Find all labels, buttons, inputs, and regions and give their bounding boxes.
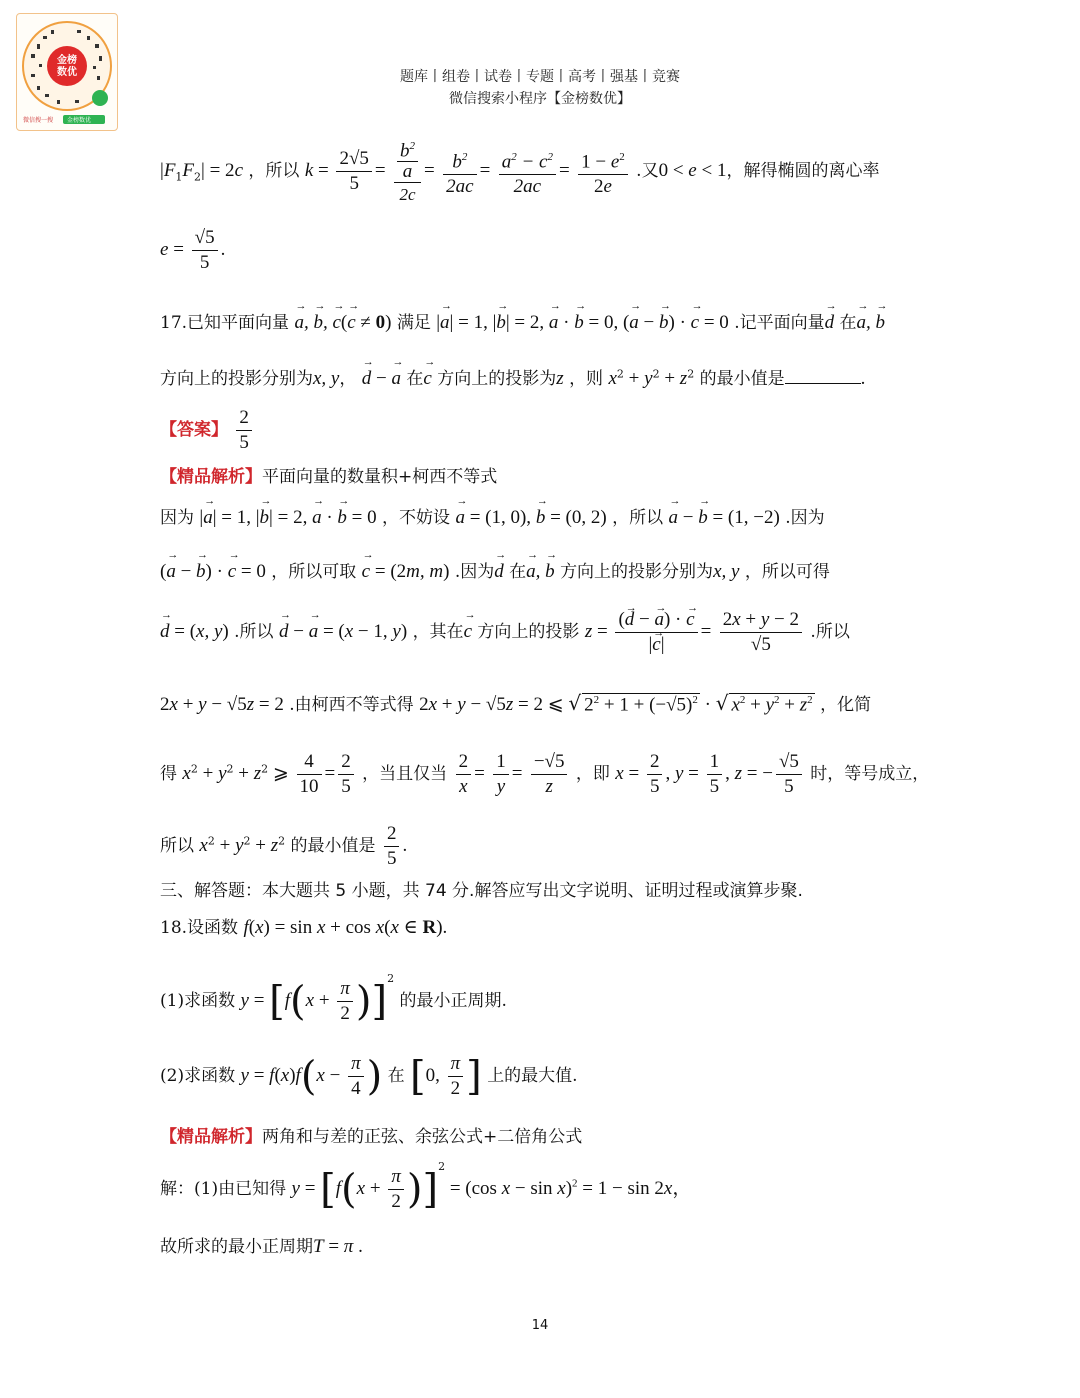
qr-footer-left: 微信搜一搜 — [23, 117, 54, 124]
question-17-line2: 方向上的投影分别为x, y， → d − → a 在→ c 方向上的投影为z ，则 $x^2 + y^2 + z^2$ 的最小值是 . — [160, 364, 865, 390]
question-17-line1: 17.已知平面向量 → a, → b, → c(→ c ≠ 0) 满足 |→ a| = 1, |→ b| = 2, → a · → b = 0, (→ a − → b) · → c = 0 .记平面向量→ d 在→ a, → b — [160, 308, 885, 334]
solution-line6: 所以 $x^2 + y^2 + z^2$ 的最小值是 $\frac{2}{5}$ . — [160, 823, 408, 869]
solution-line2: (→ a − → b) · → c = 0 ，所以可取 → c = (2m, m) .因为→ d 在→ a, → b 方向上的投影分别为x, y ，所以可得 — [160, 557, 830, 583]
qr-logo-line2: 数优 — [57, 67, 77, 78]
answer-label: 【答案】 — [160, 420, 228, 440]
analysis-topic: 平面向量的数量积+柯西不等式 — [262, 467, 498, 487]
solution-18-line2: 故所求的最小正周期T = π . — [160, 1236, 363, 1257]
section-3-heading: 三、解答题：本大题共 5 小题，共 74 分.解答应写出文字说明、证明过程或演算步聚. — [160, 881, 803, 901]
solution-line4: 2x + y − √5z = 2 .由柯西不等式得 2x + y − √5z = 2 ⩽ √ $2^2 + 1 + (-√5)^2$ · √ $x^2 + y^2 + z^2$ ，化简 — [160, 691, 872, 715]
answer-line: 【答案】 $\frac{2}{5}$ — [160, 406, 255, 455]
solution-line1: 因为 |→ a| = 1, |→ b| = 2, → a · → b = 0 ，不妨设 → a = (1, 0), → b = (0, 2) ，所以 → a − → b = (1, −2) .因为 — [160, 503, 825, 529]
solution-18-line1: 解：(1)由已知得 y = [f(x + $\frac{\pi}{2}$ )]$^2$ = (cos x − sin x)$^2$ = 1 − sin 2x， — [160, 1160, 692, 1213]
page-number: 14 — [531, 1318, 549, 1333]
ellipse-derivation-line: $|F_1F_2| = 2c$ ，所以 k = $\frac{2√5}{5}$ = $\frac{\frac{b^2}{a}}{2c}$ = $\frac{b^2}{2ac}$ = $\frac{a^2 - c^2}{2ac}$ = $\frac{1 - e^2}{2e}$ .又0 < e < 1，解得椭圆的离心率 — [160, 136, 879, 207]
question-18: 18.设函数 f(x) = sin x + cos x(x ∈ R). — [160, 917, 448, 938]
analysis2-topic: 两角和与差的正弦、余弦公式+二倍角公式 — [262, 1127, 583, 1147]
analysis-label: 【精品解析】 — [160, 467, 262, 487]
solution-line5: 得 $x^2 + y^2 + z^2$ ⩾ $\frac{4}{10}$ = $\frac{2}{5}$ ，当且仅当 $\frac{2}{x}$ = $\frac{1}{y}$ = $\frac{-√5}{z}$ ，即 x = $\frac{2}{5}$ , y = $\frac{1}{5}$ , z = − $\frac{√5}{5}$ 时，等号成立， — [160, 751, 930, 797]
solution-line3: → d = (x, y) .所以 → d − → a = (x − 1, y) ，其在→ c 方向上的投影 z = $\frac{(\to d - \to a) \cdot \to c}{|\to c|}$ = $\frac{2x + y - 2}{√5}$ .所以 — [160, 608, 850, 657]
question-18-part1: (1)求函数 y = [f(x + $\frac{\pi}{2}$ )]$^2$ 的最小正周期. — [160, 972, 507, 1025]
header-subtitle: 微信搜索小程序【金榜数优】 — [449, 91, 631, 107]
qr-footer-right: 金榜数优 — [67, 117, 92, 124]
analysis-heading — [160, 462, 497, 487]
question-18-part2: (2)求函数 y = f(x)f(x − $\frac{\pi}{4}$ ) 在 [0, $\frac{\pi}{2}$ ] 上的最大值. — [160, 1053, 578, 1100]
analysis2-heading — [160, 1122, 582, 1147]
analysis2-label: 【精品解析】 — [160, 1127, 262, 1147]
text-so: ，所以 — [248, 161, 300, 182]
header-nav: 题库丨组卷丨试卷丨专题丨高考丨强基丨竞赛 — [400, 69, 680, 85]
eccentricity-result: e = $\frac{√5}{5}$ . — [160, 227, 226, 273]
qr-logo-line1: 金榜 — [57, 55, 77, 66]
answer-blank — [785, 367, 861, 384]
